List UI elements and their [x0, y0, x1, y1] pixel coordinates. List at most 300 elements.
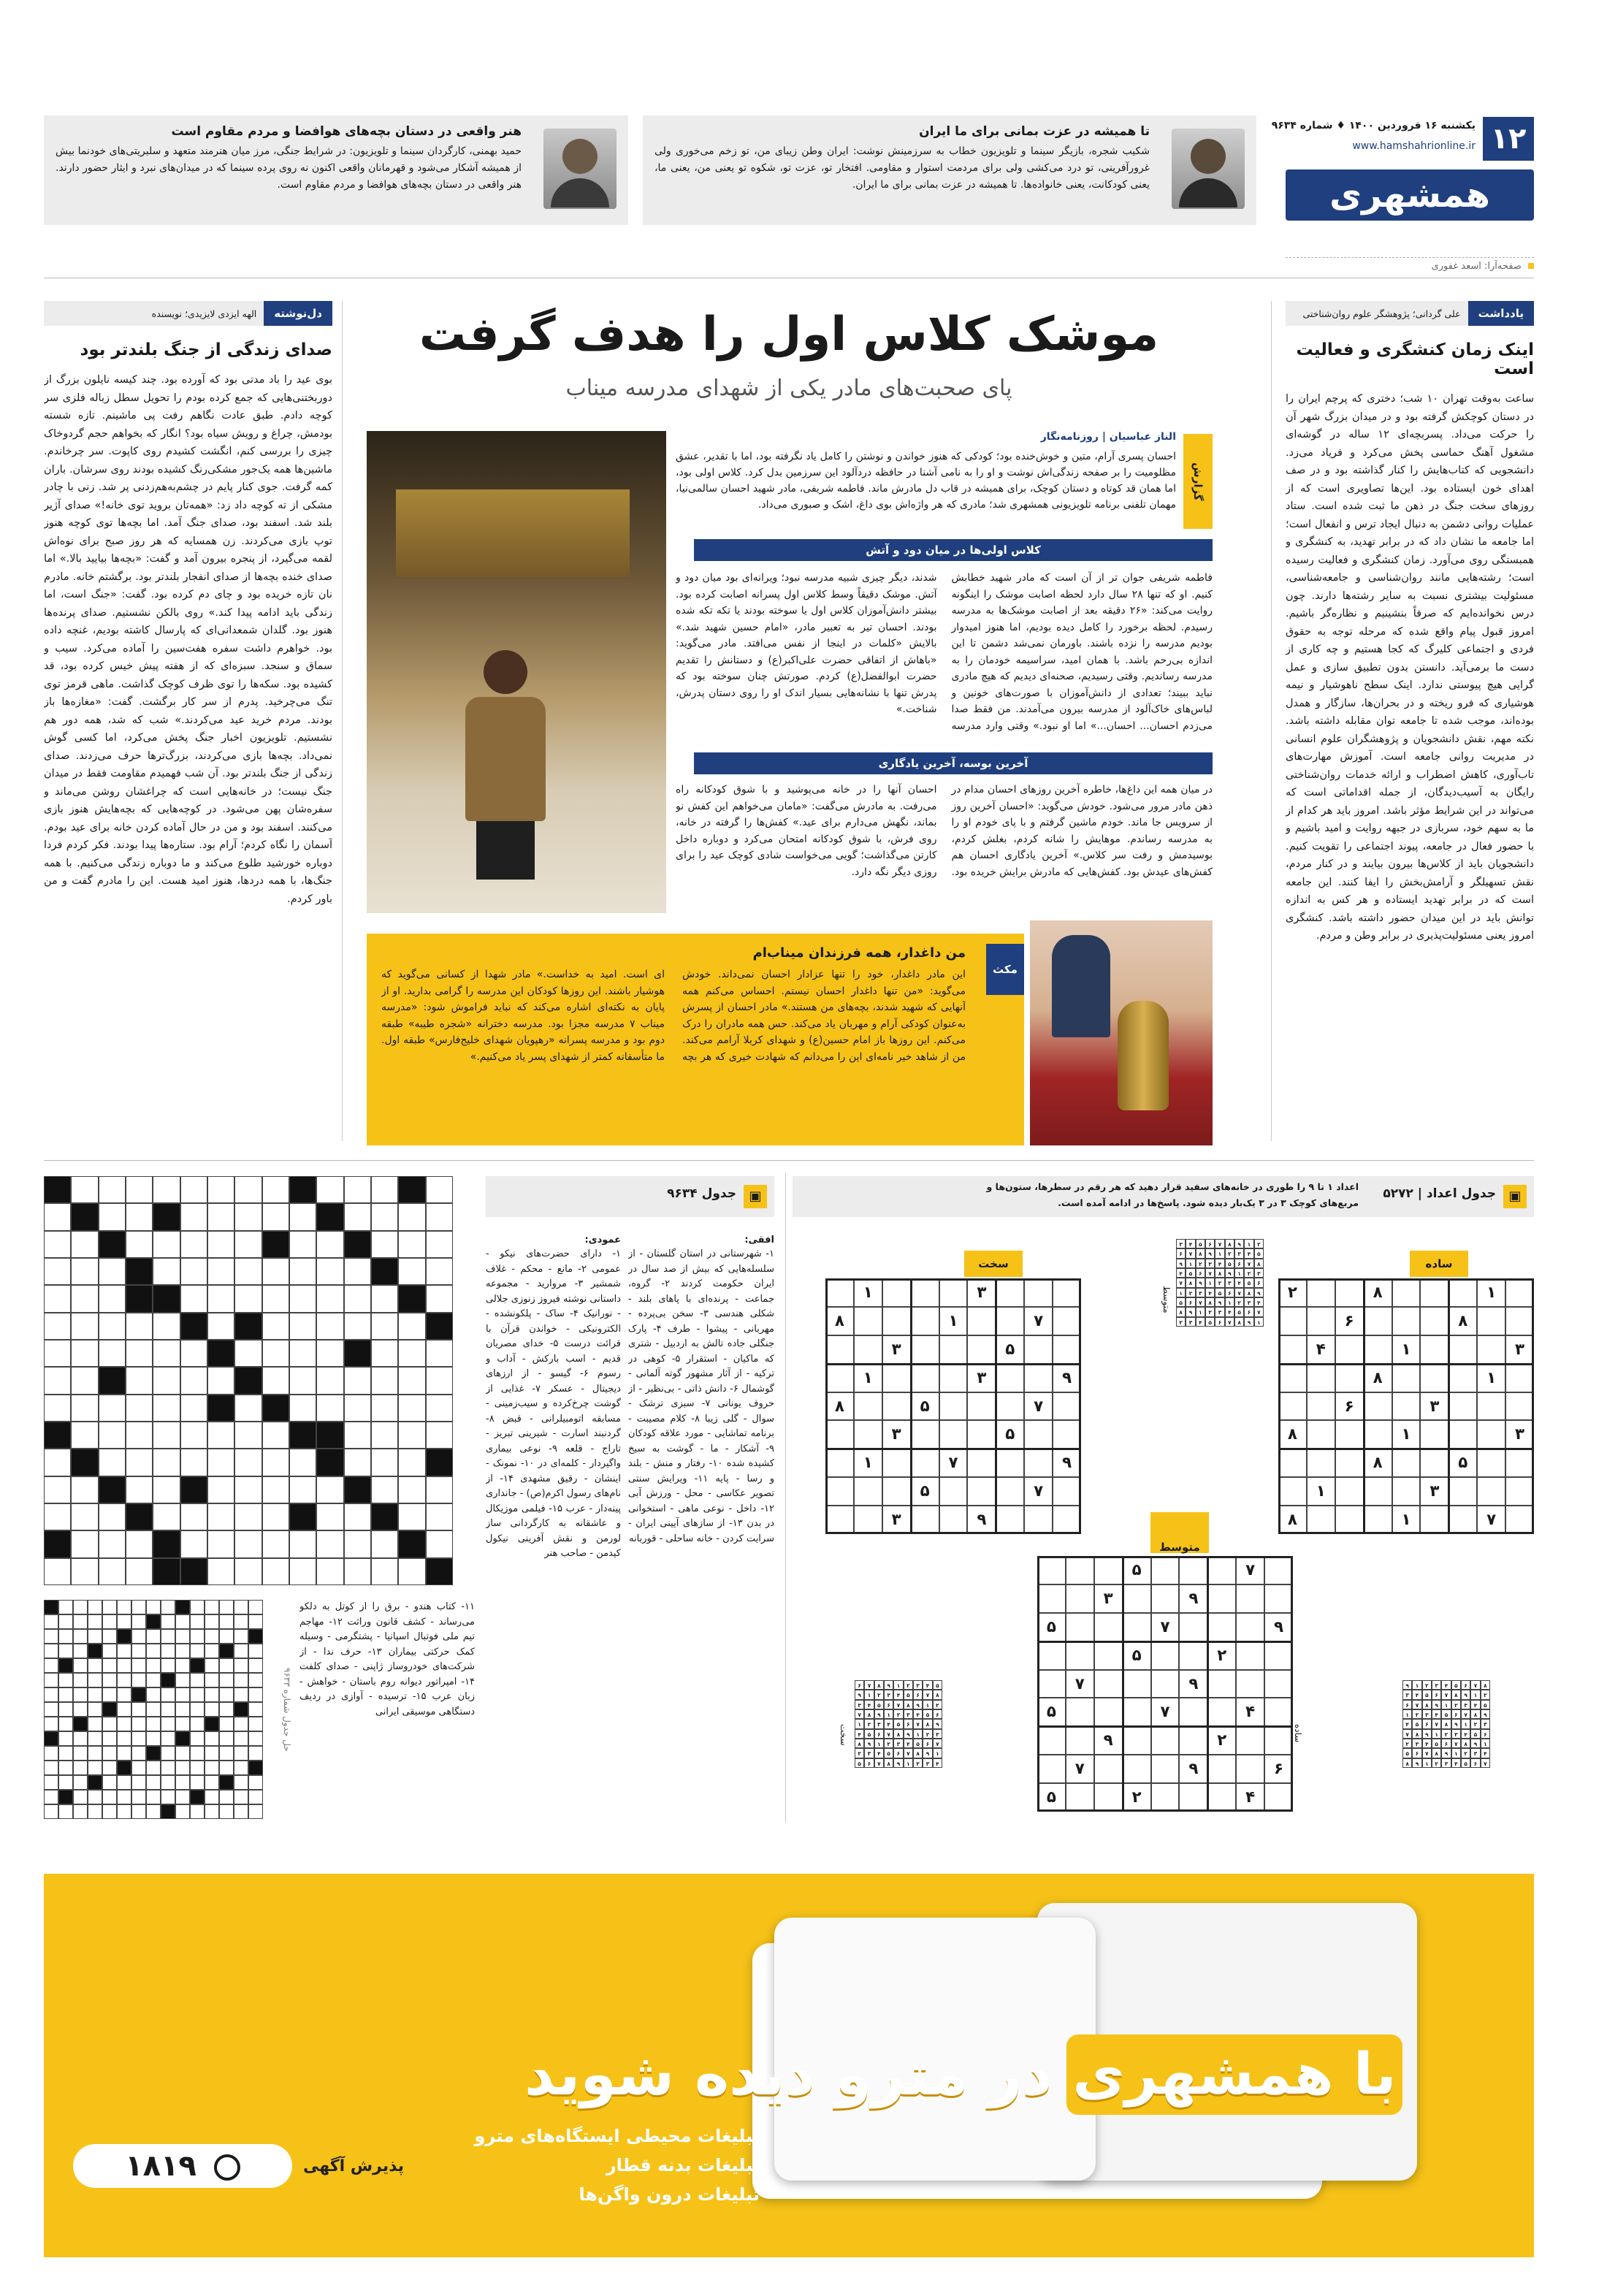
grid-cell: ۸ [1364, 1278, 1392, 1307]
grid-cell [58, 1775, 73, 1790]
ad-bullet-1: تبلیغات محیطی ایستگاه‌های مترو [474, 2126, 760, 2146]
grid-cell [126, 1422, 153, 1449]
grid-cell [58, 1600, 73, 1614]
grid-cell: ۳ [1225, 1278, 1234, 1287]
down-heading: عمودی: [584, 1235, 621, 1246]
grid-cell: ۷ [1477, 1506, 1505, 1534]
grid-cell [175, 1658, 190, 1673]
grid-cell [175, 1731, 190, 1746]
grid-cell [131, 1600, 146, 1614]
grid-cell [88, 1658, 102, 1673]
grid-cell: ۱ [854, 1364, 882, 1392]
grid-cell: ۸ [923, 1719, 932, 1728]
grid-cell [102, 1775, 117, 1790]
grid-cell [289, 1176, 316, 1203]
grid-cell [316, 1340, 343, 1367]
grid-cell [44, 1285, 71, 1312]
grid-cell: ۸ [825, 1392, 854, 1421]
grid-cell: ۲ [1205, 1307, 1215, 1316]
grid-cell: ۵ [1234, 1307, 1244, 1316]
section-2-title: آخرین بوسه، آخرین یادگاری [694, 752, 1213, 774]
grid-cell: ۱ [1176, 1288, 1186, 1297]
grid-cell [219, 1658, 234, 1673]
grid-cell [73, 1600, 88, 1614]
grid-cell: ۹ [1412, 1758, 1421, 1768]
grid-cell [153, 1530, 180, 1557]
grid-cell [190, 1746, 205, 1761]
grid-cell: ۱ [1470, 1690, 1480, 1699]
grid-cell: ۵ [1481, 1700, 1490, 1709]
grid-cell [88, 1804, 102, 1819]
grid-cell: ۱ [1402, 1709, 1412, 1719]
grid-cell: ۹ [1422, 1729, 1432, 1739]
ad-bullet-2: تبلیغات بدنه قطار [606, 2155, 760, 2175]
grid-cell [99, 1367, 126, 1394]
teaser-2-portrait [543, 129, 617, 209]
grid-cell [289, 1503, 316, 1530]
grid-cell [371, 1558, 398, 1585]
child-figure [462, 650, 549, 884]
grid-cell [234, 1449, 262, 1476]
grid-cell [146, 1702, 161, 1717]
grid-cell: ۶ [855, 1680, 864, 1690]
grid-cell [344, 1258, 371, 1285]
grid-cell [126, 1503, 153, 1530]
grid-cell: ۱ [1477, 1278, 1505, 1307]
teaser-2[interactable] [44, 115, 628, 225]
across-clues-block [628, 1235, 774, 1819]
grid-cell: ۸ [1225, 1239, 1234, 1248]
grid-cell: ۹ [1432, 1700, 1441, 1709]
box-line [1207, 1556, 1209, 1812]
grid-cell [146, 1600, 161, 1614]
grid-cell: ۶ [1205, 1239, 1215, 1248]
grid-cell: ۹ [1461, 1690, 1470, 1699]
grid-cell [180, 1367, 207, 1394]
grid-cell: ۳ [1461, 1700, 1470, 1709]
main-photo [367, 431, 666, 913]
grid-cell [262, 1476, 289, 1503]
grid-cell: ۵ [1448, 1449, 1477, 1477]
grid-cell: ۳ [1420, 1477, 1448, 1506]
grid-cell: ۷ [1225, 1317, 1234, 1327]
grid-cell [344, 1530, 371, 1557]
grid-cell [371, 1203, 398, 1230]
grid-cell [234, 1203, 262, 1230]
grid-cell [219, 1804, 234, 1819]
grid-cell [190, 1644, 205, 1658]
grid-cell [99, 1176, 126, 1203]
grid-cell: ۹ [1481, 1709, 1490, 1719]
grid-cell [234, 1558, 262, 1585]
grid-cell [371, 1285, 398, 1312]
grid-cell [248, 1731, 263, 1746]
grid-cell [180, 1558, 207, 1585]
grid-cell [44, 1340, 71, 1367]
grid-cell [73, 1717, 88, 1731]
site-url[interactable]: www.hamshahrionline.ir [1352, 140, 1476, 152]
grid-cell [234, 1717, 248, 1731]
grid-cell [102, 1717, 117, 1731]
grid-cell [88, 1717, 102, 1731]
grid-cell [146, 1614, 161, 1629]
grid-cell [426, 1558, 453, 1585]
grid-cell: ۴ [1215, 1259, 1224, 1268]
grid-cell [102, 1790, 117, 1804]
grid-cell: ۲ [1432, 1758, 1441, 1768]
grid-cell: ۹ [1451, 1719, 1461, 1728]
sudoku-hard-level: سخت [964, 1251, 1023, 1277]
grid-cell [99, 1476, 126, 1503]
grid-cell [190, 1775, 205, 1790]
grid-cell [180, 1231, 207, 1258]
grid-cell [344, 1313, 371, 1340]
grid-cell: ۳ [1196, 1288, 1205, 1297]
grid-cell [180, 1422, 207, 1449]
grid-cell [344, 1203, 371, 1230]
grid-cell [344, 1476, 371, 1503]
grid-cell [371, 1340, 398, 1367]
grid-cell: ۳ [1422, 1709, 1432, 1719]
logo: همشهری [1286, 169, 1534, 221]
sudoku-medium[interactable] [1037, 1556, 1293, 1812]
grid-cell [180, 1503, 207, 1530]
grid-cell [219, 1629, 234, 1644]
grid-cell [73, 1644, 88, 1658]
grid-cell: ۷ [1024, 1477, 1053, 1506]
grid-cell [102, 1687, 117, 1702]
grid-cell [180, 1476, 207, 1503]
grid-cell [131, 1629, 146, 1644]
grid-cell [398, 1422, 425, 1449]
grid-cell [205, 1658, 219, 1673]
grid-cell [102, 1673, 117, 1687]
grid-cell: ۲ [884, 1739, 893, 1748]
grid-cell: ۵ [1123, 1556, 1151, 1584]
grid-cell [99, 1231, 126, 1258]
grid-cell [73, 1702, 88, 1717]
grid-cell: ۵ [911, 1392, 939, 1421]
grid-cell: ۶ [1441, 1739, 1451, 1748]
grid-cell [73, 1775, 88, 1790]
grid-cell: ۶ [933, 1709, 942, 1719]
grid-cell: ۵ [1422, 1690, 1432, 1699]
grid-cell: ۳ [1441, 1758, 1451, 1768]
grid-cell [234, 1476, 262, 1503]
grid-cell [44, 1258, 71, 1285]
grid-cell: ۸ [1254, 1259, 1264, 1268]
grid-cell [153, 1422, 180, 1449]
crossword-header [486, 1176, 774, 1217]
grid-cell [316, 1313, 343, 1340]
grid-cell [161, 1746, 175, 1761]
grid-cell: ۱ [1392, 1420, 1421, 1449]
grid-cell [234, 1673, 248, 1687]
grid-cell [205, 1790, 219, 1804]
grid-cell [262, 1449, 289, 1476]
sudoku-easy[interactable] [1278, 1278, 1534, 1534]
grid-cell: ۱ [854, 1278, 882, 1307]
grid-cell: ۵ [1205, 1317, 1215, 1327]
grid-cell [180, 1449, 207, 1476]
grid-cell [219, 1687, 234, 1702]
grid-border [1278, 1278, 1534, 1534]
right-column [1286, 301, 1534, 1141]
grid-cell: ۳ [967, 1364, 996, 1392]
makth-body: این مادر داغدار، خود را تنها عزادار احسان نمی‌داند. خودش می‌گوید: «من تنها داغدار احسان نیستم. احساس می‌کنم همه آنهایی که شهید شدند، بچه‌های من هستند.» مادر احسان از پسرش به‌عنوان کودکی آرام و مهربان یاد می‌کند. حس همه مادران را درک می‌کنم. این روزها باز امام حسین(ع) و شهدای کربلا آرامم می‌کند. من از شاهد خیر نامه‌ای این را می‌دانم که شهادت خیری که هر بچه ای است. امید به خداست.» مادر شهدا از کسانی می‌گوید که هوشیار باشند. این روزها کودکان این مدرسه را گرامی بدارید. او از پایان به نکته‌ای اشاره می‌کند که نباید فراموش شود: «مدرسه میناب ۷ مدرسه مجزا بود. مدرسه دخترانه «شجره طیبه» طبقه دوم بود و مدرسه پسرانه «رهپویان شهدای خلیج‌فارس» طبقه اول. ما متأسفانه کمتر از شهدای پسر یاد می‌کنیم.» [381, 969, 966, 1063]
grid-cell: ۴ [933, 1758, 942, 1768]
grid-cell [88, 1687, 102, 1702]
grid-cell: ۹ [913, 1700, 923, 1709]
grid-cell [262, 1285, 289, 1312]
grid-cell [71, 1285, 98, 1312]
grid-cell [234, 1658, 248, 1673]
grid-cell [398, 1558, 425, 1585]
grid-cell [71, 1449, 98, 1476]
grid-cell [71, 1231, 98, 1258]
main-headline: موشک کلاس اول را هدف گرفت [419, 308, 1159, 362]
grid-cell [205, 1600, 219, 1614]
grid-cell [73, 1673, 88, 1687]
grid-cell: ۲ [1451, 1700, 1461, 1709]
grid-cell: ۵ [1451, 1680, 1461, 1690]
grid-cell: ۶ [1422, 1719, 1432, 1728]
grid-cell: ۵ [1037, 1613, 1066, 1641]
grid-cell [117, 1658, 131, 1673]
teaser-1[interactable] [643, 115, 1256, 225]
grid-cell [180, 1395, 207, 1422]
grid-cell: ۸ [1234, 1317, 1244, 1327]
grid-cell: ۴ [1236, 1783, 1264, 1812]
grid-cell [117, 1761, 131, 1775]
grid-cell: ۷ [1066, 1670, 1094, 1698]
grid-cell: ۳ [1234, 1248, 1244, 1258]
ad-banner[interactable] [44, 1874, 1534, 2257]
grid-cell: ۳ [855, 1700, 864, 1709]
grid-cell [190, 1761, 205, 1775]
grid-cell [344, 1285, 371, 1312]
grid-cell: ۳ [913, 1680, 923, 1690]
grid-cell: ۴ [1254, 1297, 1264, 1307]
grid-cell: ۷ [1412, 1700, 1421, 1709]
grid-cell [58, 1746, 73, 1761]
grid-cell [205, 1629, 219, 1644]
grid-cell: ۸ [1215, 1268, 1224, 1278]
grid-cell [73, 1804, 88, 1819]
ad-phone[interactable]: ۱۸۱۹ [73, 2144, 292, 2188]
grid-cell [117, 1804, 131, 1819]
grid-cell: ۳ [1244, 1297, 1253, 1307]
grid-cell: ۲ [1254, 1239, 1264, 1248]
grid-cell: ۹ [864, 1739, 874, 1748]
sudoku-easy-level: ساده [1410, 1251, 1468, 1277]
grid-cell: ۹ [1176, 1259, 1186, 1268]
grid-cell [88, 1731, 102, 1746]
grid-cell: ۸ [825, 1307, 854, 1335]
grid-cell [398, 1176, 425, 1203]
grid-cell: ۹ [1441, 1748, 1451, 1758]
grid-cell [248, 1746, 263, 1761]
grid-cell: ۸ [1412, 1729, 1421, 1739]
grid-cell [371, 1530, 398, 1557]
grid-cell: ۷ [1254, 1307, 1264, 1316]
grid-cell [234, 1687, 248, 1702]
grid-cell [175, 1629, 190, 1644]
grid-cell: ۶ [1215, 1317, 1224, 1327]
crossword-grid[interactable] [44, 1176, 475, 1585]
grid-cell: ۸ [1364, 1449, 1392, 1477]
editor-icon [1528, 263, 1534, 269]
grid-cell [344, 1340, 371, 1367]
grid-cell [153, 1449, 180, 1476]
grid-cell: ۵ [1470, 1729, 1480, 1739]
grid-cell: ۵ [1215, 1288, 1224, 1297]
grid-cell [344, 1422, 371, 1449]
grid-cell [44, 1629, 58, 1644]
grid-cell: ۲ [1176, 1317, 1186, 1327]
grid-cell [58, 1731, 73, 1746]
grid-cell [73, 1746, 88, 1761]
grid-cell [426, 1395, 453, 1422]
grid-cell [426, 1285, 453, 1312]
grid-cell: ۳ [884, 1690, 893, 1699]
grid-cell [146, 1731, 161, 1746]
grid-cell: ۳ [1420, 1392, 1448, 1421]
grid-cell [371, 1367, 398, 1394]
grid-cell [316, 1367, 343, 1394]
grid-cell [234, 1629, 248, 1644]
grid-cell [58, 1761, 73, 1775]
sudoku-header [793, 1176, 1534, 1217]
grid-cell [161, 1644, 175, 1658]
grid-cell [219, 1761, 234, 1775]
answer-grid-right [1402, 1680, 1490, 1768]
grid-cell: ۳ [1481, 1719, 1490, 1728]
grid-cell: ۸ [1196, 1248, 1205, 1258]
grid-cell [102, 1644, 117, 1658]
grid-cell: ۸ [1186, 1278, 1195, 1287]
grid-cell [371, 1231, 398, 1258]
grid-cell: ۹ [1179, 1670, 1207, 1698]
grid-cell: ۱ [1481, 1739, 1490, 1748]
sudoku-title: جدول اعداد | ۵۲۷۲ [1383, 1186, 1496, 1201]
grid-cell [44, 1731, 58, 1746]
grid-cell: ۹ [1053, 1449, 1081, 1477]
grid-cell: ۴ [1234, 1278, 1244, 1287]
grid-cell [289, 1367, 316, 1394]
grid-cell [99, 1530, 126, 1557]
grid-cell [131, 1790, 146, 1804]
grid-cell: ۹ [967, 1506, 996, 1534]
grid-cell [219, 1644, 234, 1658]
grid-cell [316, 1503, 343, 1530]
grid-cell [88, 1761, 102, 1775]
grid-cell [316, 1231, 343, 1258]
across-clues: ۱- شهرستانی در استان گلستان - از سلسله‌هایی که بیش از صد سال در ایران حکومت کردند ۲- گروه، جماعت - پرنده‌ای با پاهای بلند - شکلی هندسی ۳- سخن بی‌پرده - مهربانی - پیشوا - طرف ۴- پارک جنگلی جاده تالش به اردبیل - شتری که ماکیان - استقرار ۵- کوهی در ترکیه - از آثار مشهور گوته آلمانی - گوشمال ۶- دانش ذاتی - بی‌نظیر - از حروف یونانی ۷- سبزی ترشک - سوال - گلی زیبا ۸- کلام مصیبت - برنامه تماشایی - مورد علاقه کودکان ۹- آشکار - ما - گوشت به سیخ کشیده شده ۱۰- رفتار و منش - بلند و رسا - پایه ۱۱- ویرایش سنتی تصویر عکاسی - محل - ورزش آبی ۱۲- داخل - نوعی ماهی - استخوانی در بدن ۱۳- از سازهای آیینی ایران - سرایت کردن - خانه ساحلی - قوربانه [628, 1248, 774, 1544]
grid-cell [146, 1746, 161, 1761]
grid-cell [205, 1746, 219, 1761]
box-line [910, 1278, 912, 1534]
grid-cell [126, 1231, 153, 1258]
grid-cell [262, 1313, 289, 1340]
grid-cell: ۱ [884, 1709, 893, 1719]
grid-cell: ۲ [913, 1758, 923, 1768]
grid-cell [234, 1790, 248, 1804]
grid-cell: ۶ [1432, 1690, 1441, 1699]
grid-cell [146, 1790, 161, 1804]
grid-cell [316, 1422, 343, 1449]
grid-cell: ۱ [1477, 1364, 1505, 1392]
grid-cell: ۹ [884, 1680, 893, 1690]
grid-cell: ۲ [1196, 1259, 1205, 1268]
grid-cell: ۹ [1244, 1317, 1253, 1327]
grid-cell [371, 1176, 398, 1203]
grid-cell [289, 1422, 316, 1449]
grid-cell: ۲ [855, 1748, 864, 1758]
grid-cell [44, 1476, 71, 1503]
grid-cell [58, 1702, 73, 1717]
grid-cell: ۵ [933, 1680, 942, 1690]
section-1-title: کلاس اولی‌ها در میان دود و آتش [694, 539, 1213, 561]
left-column-author: الهه ایزدی لایزیدی؛ نویسنده [151, 308, 257, 319]
grid-cell: ۸ [1422, 1700, 1432, 1709]
grid-cell [71, 1367, 98, 1394]
grid-cell [398, 1449, 425, 1476]
grid-cell: ۷ [893, 1700, 903, 1709]
grid-cell [161, 1761, 175, 1775]
grid-cell: ۶ [923, 1739, 932, 1748]
grid-cell [262, 1503, 289, 1530]
grid-cell [234, 1530, 262, 1557]
grid-cell: ۱ [854, 1449, 882, 1477]
grid-cell [205, 1804, 219, 1819]
grid-cell [131, 1717, 146, 1731]
grid-cell: ۶ [864, 1758, 874, 1768]
teaser-1-portrait [1172, 129, 1245, 209]
grid-cell [71, 1258, 98, 1285]
grid-cell [205, 1614, 219, 1629]
grid-cell [131, 1702, 146, 1717]
grid-cell: ۸ [1432, 1748, 1441, 1758]
grid-cell: ۱ [1441, 1700, 1451, 1709]
grid-cell [234, 1231, 262, 1258]
grid-cell [146, 1687, 161, 1702]
grid-cell [398, 1367, 425, 1394]
makth-box [367, 934, 1024, 1145]
grid-cell: ۱ [1205, 1278, 1215, 1287]
grid-cell [180, 1285, 207, 1312]
grid-cell: ۱ [1422, 1758, 1432, 1768]
article-author: الناز عباسیان | روزنامه‌نگار [1040, 431, 1176, 443]
grid-cell: ۸ [1205, 1297, 1215, 1307]
grid-cell [88, 1644, 102, 1658]
grid-cell: ۲ [1422, 1680, 1432, 1690]
grid-cell: ۴ [1441, 1680, 1451, 1690]
grid-cell [126, 1367, 153, 1394]
box-line [1037, 1725, 1293, 1728]
grid-cell [102, 1761, 117, 1775]
grid-cell: ۳ [1505, 1420, 1534, 1449]
answer-label-hard: سخت [839, 1724, 849, 1746]
grid-cell: ۱ [893, 1680, 903, 1690]
grid-cell [102, 1658, 117, 1673]
grid-cell: ۹ [1264, 1613, 1293, 1641]
article-lead: احسان پسری آرام، متین و خوش‌خنده بود؛ کودکی که هنوز خواندن و نوشتن را کامل یاد نگرفته بود، اما با تقدیر، عشق مظلومیت را بر صفحه زندگی‌اش نوشت و او را به نامی آشنا در حافظه دردآلود این سرزمین بدل کرد. کلاس اولی بود، اما همان قد کوتاه و دستان کوچک، برای همیشه در قاب دل مادرش ماند. فاطمه شریفی، مادر شهید احسان سالمی‌نیا، مهمان تلفنی برنامه تلویزیونی همشهری‌ شد؛ مادری که هر واژه‌اش بوی داغ، اشک و صبوری می‌داد. [676, 451, 1176, 511]
sudoku-hard[interactable] [825, 1278, 1081, 1534]
grid-cell: ۸ [904, 1700, 913, 1709]
grid-cell [153, 1203, 180, 1230]
grid-cell: ۳ [1186, 1317, 1195, 1327]
